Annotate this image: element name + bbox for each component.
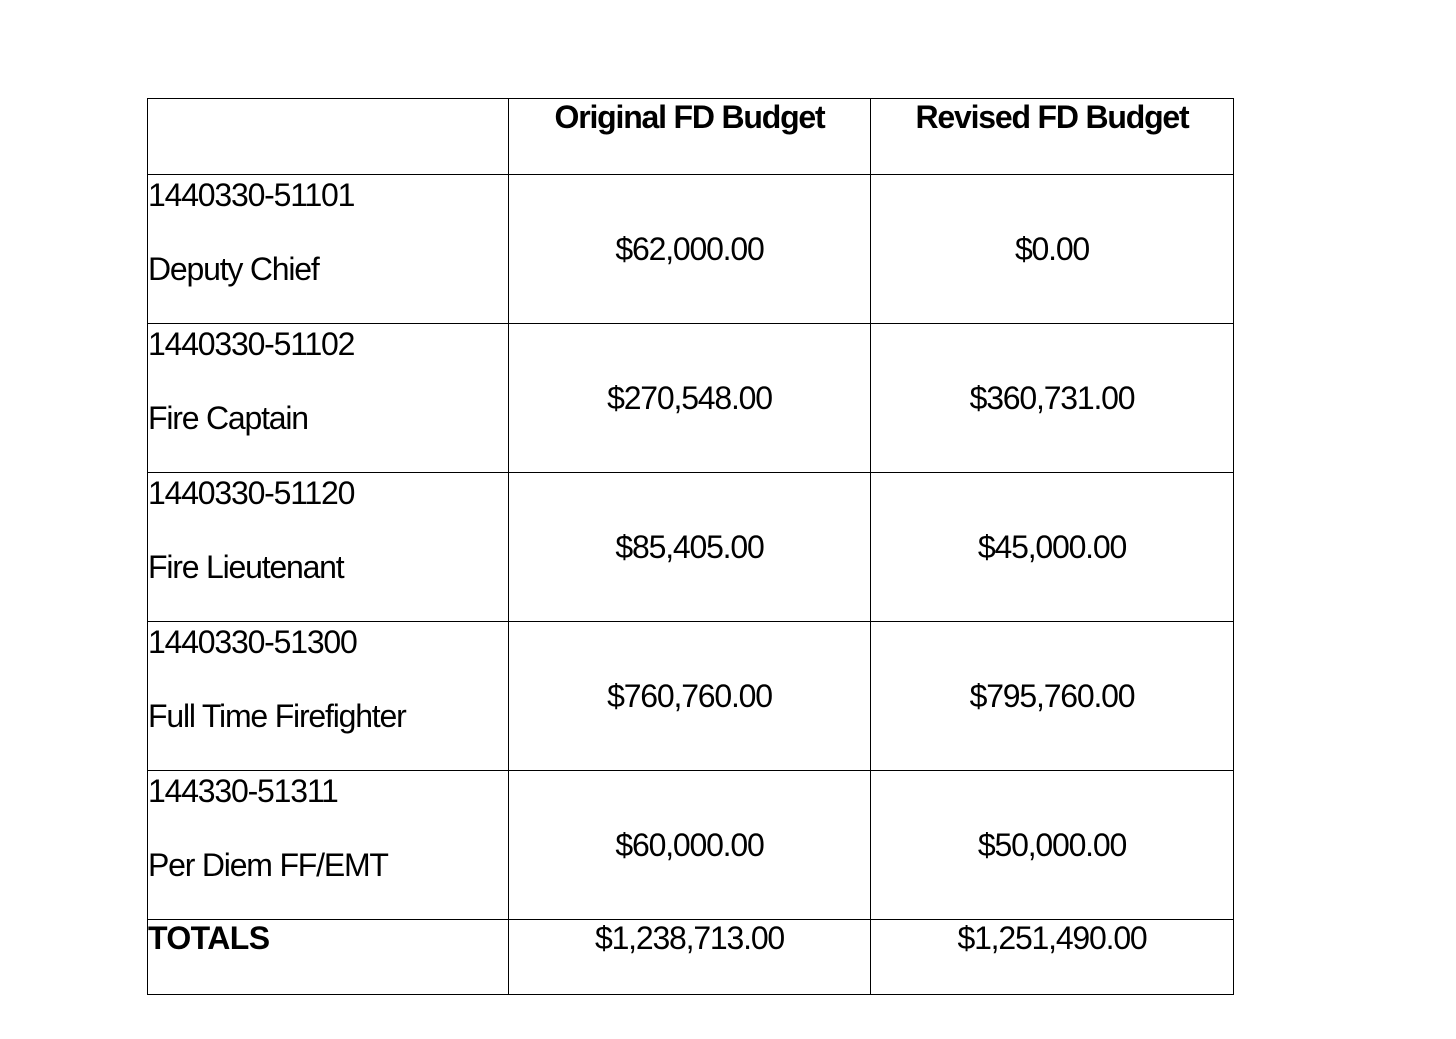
original-total: $1,238,713.00	[509, 920, 871, 995]
position-name: Per Diem FF/EMT	[148, 847, 388, 883]
line-item-cell	[148, 622, 509, 771]
revised-amount: $0.00	[871, 175, 1234, 324]
header-cell-blank	[148, 99, 509, 175]
account-code: 1440330-51300	[148, 624, 357, 660]
revised-amount: $360,731.00	[871, 324, 1234, 473]
line-item-cell	[148, 324, 509, 473]
position-name: Fire Lieutenant	[148, 549, 344, 585]
revised-amount: $50,000.00	[871, 771, 1234, 920]
account-code: 1440330-51120	[148, 475, 355, 511]
table-row	[148, 324, 1234, 473]
table-header-row	[148, 99, 1234, 175]
totals-row	[148, 920, 1234, 995]
header-revised-budget: Revised FD Budget	[871, 99, 1234, 175]
original-amount: $60,000.00	[509, 771, 871, 920]
table-row	[148, 771, 1234, 920]
line-item-cell	[148, 473, 509, 622]
account-code: 1440330-51102	[148, 326, 355, 362]
header-original-budget: Original FD Budget	[509, 99, 871, 175]
account-code: 1440330-51101	[148, 177, 355, 213]
revised-amount: $795,760.00	[871, 622, 1234, 771]
table-row	[148, 473, 1234, 622]
position-name: Full Time Firefighter	[148, 698, 406, 734]
table-row	[148, 622, 1234, 771]
original-amount: $270,548.00	[509, 324, 871, 473]
line-item-cell	[148, 175, 509, 324]
original-amount: $62,000.00	[509, 175, 871, 324]
original-amount: $760,760.00	[509, 622, 871, 771]
original-amount: $85,405.00	[509, 473, 871, 622]
position-name: Fire Captain	[148, 400, 308, 436]
revised-amount: $45,000.00	[871, 473, 1234, 622]
line-item-cell	[148, 771, 509, 920]
account-code: 144330-51311	[148, 773, 338, 809]
budget-table	[147, 98, 1234, 995]
totals-label: TOTALS	[148, 920, 509, 995]
table-row	[148, 175, 1234, 324]
position-name: Deputy Chief	[148, 251, 319, 287]
revised-total: $1,251,490.00	[871, 920, 1234, 995]
